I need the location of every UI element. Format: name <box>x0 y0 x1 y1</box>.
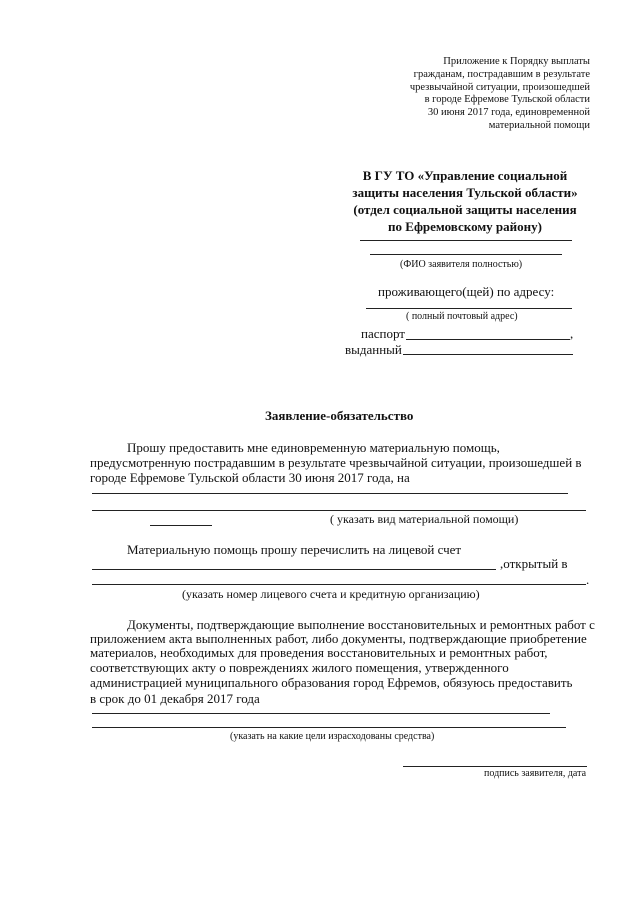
fio-line-1[interactable] <box>360 240 572 241</box>
assistance-type-line-3[interactable] <box>150 525 212 526</box>
account-caption: (указать номер лицевого счета и кредитную организацию) <box>182 587 480 601</box>
passport-line[interactable] <box>406 339 570 340</box>
para1-line: городе Ефремове Тульской области 30 июня 2017 года, на <box>90 470 410 485</box>
assistance-type-line-2[interactable] <box>92 510 586 511</box>
addressee-line: по Ефремовскому району) <box>388 219 542 234</box>
fio-caption: (ФИО заявителя полностью) <box>400 259 523 270</box>
issued-label: выданный <box>345 342 402 357</box>
issued-line[interactable] <box>403 354 573 355</box>
address-caption: ( полный почтовый адрес) <box>406 311 518 322</box>
spending-caption: (указать на какие цели израсходованы средства) <box>230 731 435 742</box>
addressee-line: (отдел социальной защиты населения <box>353 202 577 217</box>
signature-caption: подпись заявителя, дата <box>484 768 587 779</box>
addressee-block <box>340 167 590 235</box>
para3-line: Документы, подтверждающие выполнение восстановительных и ремонтных работ с <box>127 617 595 632</box>
appendix-line: чрезвычайной ситуации, произошедшей <box>409 81 590 93</box>
para3-line: соответствующих акту о повреждениях жилого помещения, утвержденного <box>90 660 509 675</box>
para3-line: администрацией муниципального образования город Ефремов, обязуюсь предоставить <box>90 675 573 690</box>
assistance-type-caption: ( указать вид материальной помощи) <box>330 512 519 526</box>
para1-line: предусмотренную пострадавшим в результате чрезвычайной ситуации, произошедшей в <box>90 455 582 470</box>
spending-line-1[interactable] <box>92 713 550 714</box>
opened-in-label: ,открытый в <box>500 556 568 571</box>
passport-label: паспорт <box>361 326 405 341</box>
appendix-line: 30 июня 2017 года, единовременной <box>427 107 590 119</box>
residing-label: проживающего(щей) по адресу: <box>378 284 555 299</box>
addressee-line: В ГУ ТО «Управление социальной <box>362 168 568 183</box>
assistance-type-line-1[interactable] <box>92 493 568 494</box>
appendix-note <box>410 56 590 133</box>
para3-line: приложением акта выполненных работ, либо документы, подтверждающие приобретение <box>90 631 587 646</box>
para3-line: материалов, необходимых для проведения восстановительных и ремонтных работ, <box>90 645 548 660</box>
signature-line[interactable] <box>403 766 587 767</box>
appendix-line: Приложение к Порядку выплаты <box>443 56 590 67</box>
para2-line: Материальную помощь прошу перечислить на лицевой счет <box>127 542 462 557</box>
bank-end-dot: . <box>586 572 590 587</box>
document-title: Заявление-обязательство <box>265 408 414 423</box>
appendix-line: материальной помощи <box>488 119 590 131</box>
fio-line-2[interactable] <box>370 254 562 255</box>
account-number-line[interactable] <box>92 569 496 570</box>
appendix-line: гражданам, пострадавшим в результате <box>413 68 590 80</box>
spending-line-2[interactable] <box>92 727 566 728</box>
appendix-line: в городе Ефремове Тульской области <box>424 94 590 106</box>
addressee-line: защиты населения Тульской области» <box>352 185 578 200</box>
address-line[interactable] <box>366 308 572 309</box>
para1-line: Прошу предоставить мне единовременную материальную помощь, <box>127 440 500 455</box>
para3-line: в срок до 01 декабря 2017 года <box>90 691 260 706</box>
passport-comma: , <box>570 326 574 341</box>
bank-line[interactable] <box>92 584 586 585</box>
